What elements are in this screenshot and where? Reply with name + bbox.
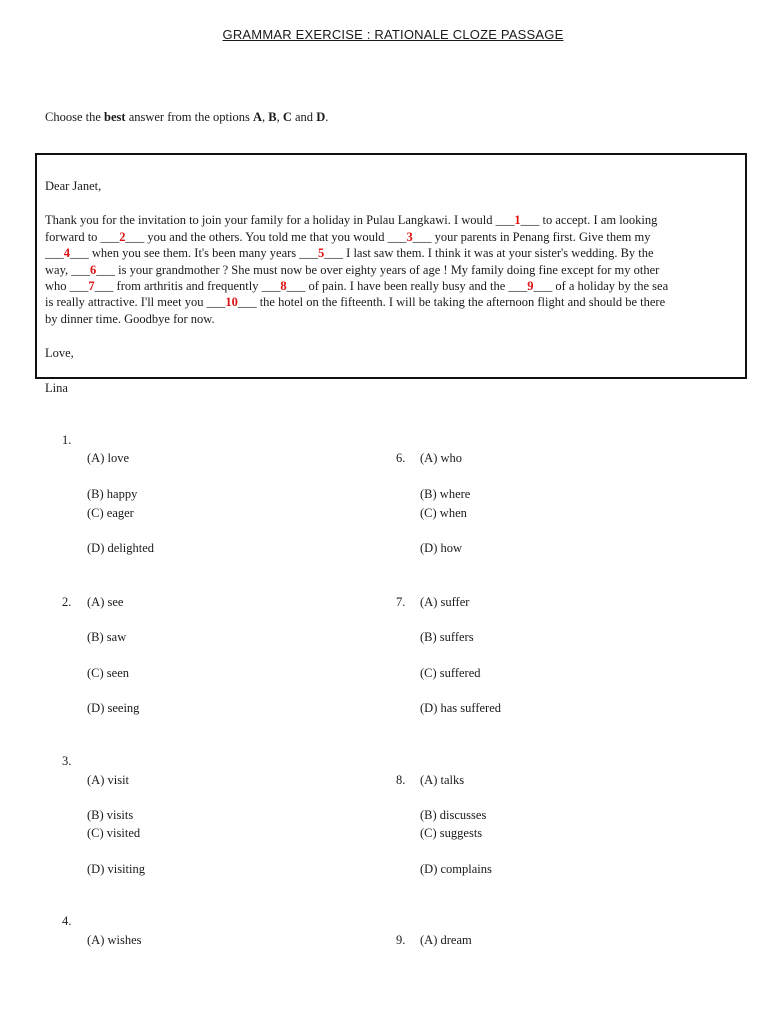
option-b[interactable]: (B) visits — [87, 808, 134, 822]
option-c[interactable]: (C) when — [420, 506, 467, 520]
option-c[interactable]: (C) suffered — [420, 666, 481, 680]
option-b[interactable]: (B) saw — [87, 630, 127, 644]
blank-number: 1 — [514, 213, 521, 227]
blank-number: 4 — [63, 246, 70, 260]
letter-line: who ___7___ from arthritis and frequently ___8___ of pain. I have been really busy and the ___9___ of a holiday by the sea — [45, 279, 669, 293]
question-number: 9. — [396, 933, 406, 947]
blank-number: 5 — [318, 246, 325, 260]
blank-number: 7 — [88, 279, 95, 293]
option-a[interactable]: (A) suffer — [420, 595, 470, 609]
option-a[interactable]: (A) wishes — [87, 933, 142, 947]
blank-number: 9 — [527, 279, 534, 293]
letter-closing: Love, — [45, 346, 74, 360]
letter-line: way, ___6___ is your grandmother ? She must now be over eighty years of age ! My family doing fine except for my other — [45, 263, 660, 277]
question-number: 1. — [62, 433, 72, 447]
option-a[interactable]: (A) talks — [420, 773, 465, 787]
option-a[interactable]: (A) love — [87, 451, 129, 465]
blank-number: 10 — [225, 295, 238, 309]
question-number: 2. — [62, 595, 72, 609]
letter-line: forward to ___2___ you and the others. You told me that you would ___3___ your parents in Penang first. Give them my — [45, 230, 651, 244]
option-b[interactable]: (B) where — [420, 487, 471, 501]
option-b[interactable]: (B) discusses — [420, 808, 487, 822]
blank-number: 6 — [90, 263, 97, 277]
question-number: 3. — [62, 754, 72, 768]
letter-line: ___4___ when you see them. It's been many years ___5___ I last saw them. I think it was at your sister's wedding. By the — [45, 246, 654, 260]
option-d[interactable]: (D) complains — [420, 862, 492, 876]
blank-number: 3 — [406, 230, 413, 244]
question-number: 6. — [396, 451, 406, 465]
instructions: Choose the best answer from the options A, B, C and D. — [45, 110, 329, 124]
question-number: 4. — [62, 914, 72, 928]
option-c[interactable]: (C) suggests — [420, 826, 483, 840]
letter-signature: Lina — [45, 381, 68, 395]
option-a[interactable]: (A) dream — [420, 933, 472, 947]
blank-number: 8 — [280, 279, 287, 293]
question-number: 8. — [396, 773, 406, 787]
option-d[interactable]: (D) how — [420, 541, 463, 555]
option-c[interactable]: (C) seen — [87, 666, 129, 680]
option-d[interactable]: (D) delighted — [87, 541, 154, 555]
option-c[interactable]: (C) visited — [87, 826, 141, 840]
question-number: 7. — [396, 595, 406, 609]
page-title: GRAMMAR EXERCISE : RATIONALE CLOZE PASSAGE — [222, 27, 564, 42]
option-b[interactable]: (B) happy — [87, 487, 138, 501]
option-b[interactable]: (B) suffers — [420, 630, 474, 644]
letter-line: Thank you for the invitation to join your family for a holiday in Pulau Langkawi. I would ___1___ to accept. I am looking — [45, 213, 658, 227]
option-d[interactable]: (D) seeing — [87, 701, 140, 715]
option-a[interactable]: (A) see — [87, 595, 124, 609]
blank-number: 2 — [119, 230, 126, 244]
option-d[interactable]: (D) has suffered — [420, 701, 501, 715]
option-c[interactable]: (C) eager — [87, 506, 134, 520]
letter-line: by dinner time. Goodbye for now. — [45, 312, 215, 326]
option-a[interactable]: (A) visit — [87, 773, 130, 787]
option-d[interactable]: (D) visiting — [87, 862, 145, 876]
letter-greeting: Dear Janet, — [45, 179, 102, 193]
option-a[interactable]: (A) who — [420, 451, 463, 465]
letter-line: is really attractive. I'll meet you ___10___ the hotel on the fifteenth. I will be taking the afternoon flight and should be there — [45, 295, 666, 309]
